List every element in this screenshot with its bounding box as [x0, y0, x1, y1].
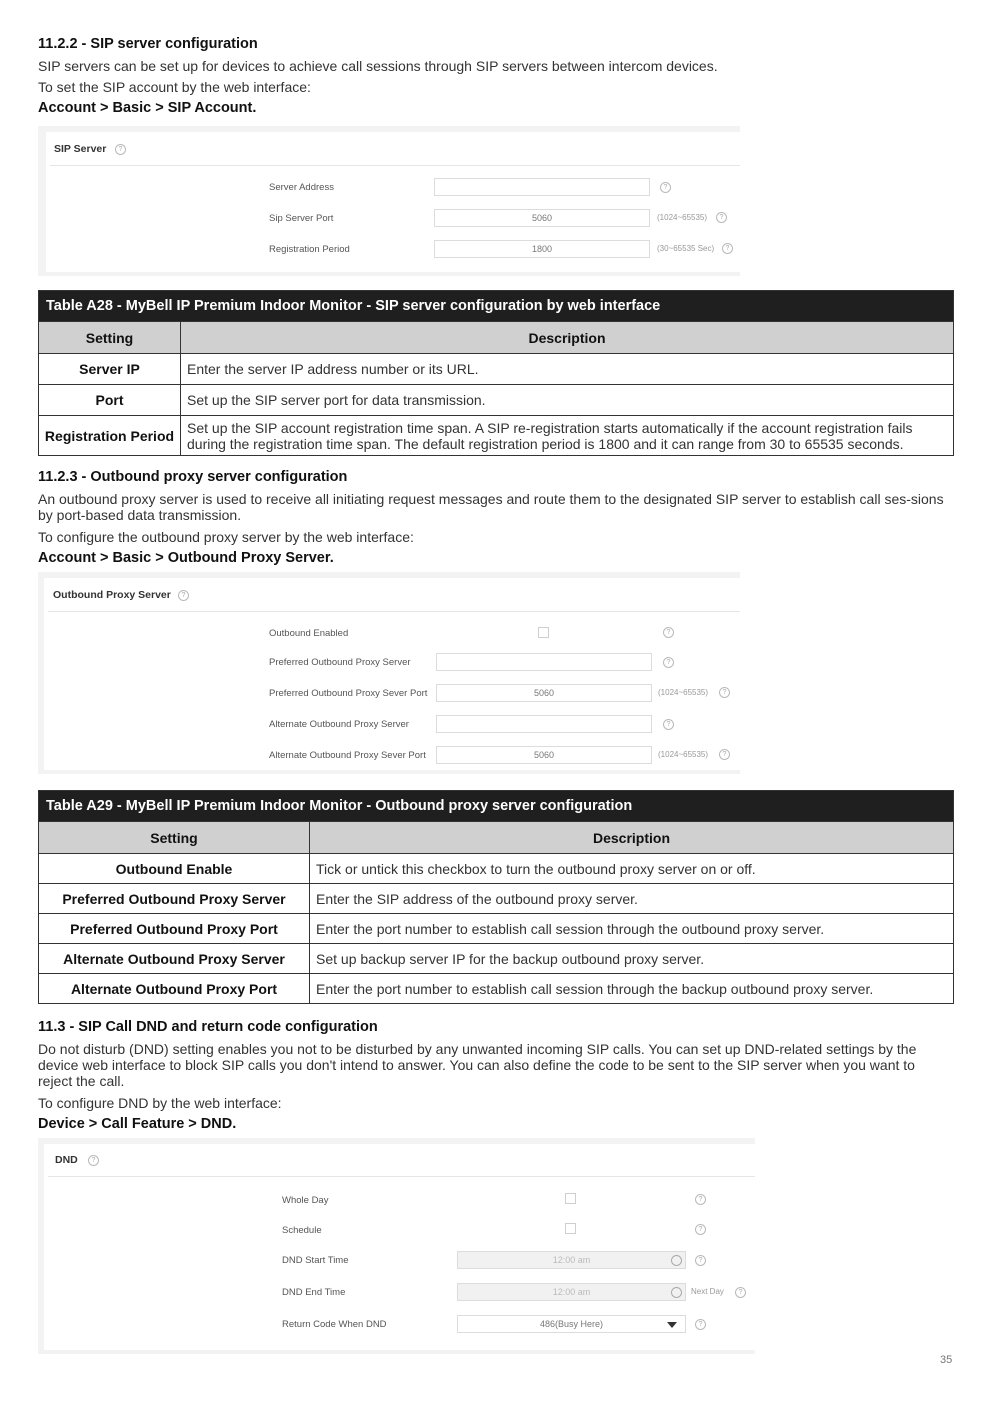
field-label-preferred-proxy-server: Preferred Outbound Proxy Server	[269, 657, 411, 668]
setting-cell: Outbound Enable	[39, 854, 310, 884]
dnd-start-time-input[interactable]: 12:00 am	[457, 1251, 686, 1269]
table-row	[39, 944, 954, 974]
setting-cell: Registration Period	[39, 416, 181, 456]
table-caption: Table A29 - MyBell IP Premium Indoor Monitor - Outbound proxy server configuration	[39, 791, 954, 822]
registration-period-input[interactable]: 1800	[434, 240, 650, 258]
outbound-proxy-panel	[38, 572, 740, 774]
alternate-proxy-port-input[interactable]: 5060	[436, 746, 652, 764]
help-icon[interactable]: ?	[719, 687, 730, 698]
help-icon[interactable]: ?	[663, 657, 674, 668]
setting-cell: Port	[39, 385, 181, 416]
description-cell: Enter the port number to establish call session through the backup outbound proxy server.	[310, 974, 954, 1004]
alternate-proxy-server-input[interactable]	[436, 715, 652, 733]
section-intro: To set the SIP account by the web interface:	[38, 79, 311, 95]
table-row	[39, 416, 954, 456]
field-label-dnd-start-time: DND Start Time	[282, 1255, 349, 1266]
table-a28	[38, 290, 954, 456]
help-icon[interactable]: ?	[719, 749, 730, 760]
setting-cell: Preferred Outbound Proxy Port	[39, 914, 310, 944]
field-label-schedule: Schedule	[282, 1225, 322, 1236]
table-a29	[38, 790, 954, 1004]
menu-path: Account > Basic > Outbound Proxy Server.	[38, 550, 334, 566]
panel-title: SIP Server	[54, 143, 107, 155]
table-row	[39, 385, 954, 416]
description-cell: Set up the SIP account registration time span. A SIP re-registration starts automatically if the account registration fails during the registration time span. The default registration period is 1800 and it can range from 30 to 65535 seconds.	[181, 416, 954, 456]
preferred-proxy-server-input[interactable]	[436, 653, 652, 671]
description-cell: Set up the SIP server port for data transmission.	[181, 385, 954, 416]
section-paragraph: Do not disturb (DND) setting enables you not to be disturbed by any unwanted incoming SIP calls. You can set up DND-related settings by the device web interface to block SIP calls you don't intend to answer. You can also define the code to be sent to the SIP server when you want to reject the call.	[38, 1041, 917, 1089]
column-header-setting: Setting	[39, 322, 181, 354]
clock-icon[interactable]	[671, 1255, 682, 1266]
field-label-dnd-end-time: DND End Time	[282, 1287, 346, 1298]
return-code-select[interactable]: 486(Busy Here)	[457, 1315, 686, 1333]
description-cell: Enter the server IP address number or its URL.	[181, 354, 954, 385]
setting-cell: Alternate Outbound Proxy Port	[39, 974, 310, 1004]
dnd-end-time-input[interactable]: 12:00 am	[457, 1283, 686, 1301]
field-label-outbound-enabled: Outbound Enabled	[269, 628, 349, 639]
divider	[48, 611, 740, 612]
help-icon[interactable]: ?	[695, 1319, 706, 1330]
help-icon[interactable]: ?	[716, 212, 727, 223]
field-label-sip-server-port: Sip Server Port	[269, 213, 334, 224]
section-paragraph: An outbound proxy server is used to receive all initiating request messages and route them to the designated SIP server to establish call ses-sions by port-based data transmission.	[38, 491, 944, 523]
table-row	[39, 354, 954, 385]
section-heading-outbound-proxy: 11.2.3 - Outbound proxy server configuration	[38, 469, 348, 485]
dnd-panel	[38, 1138, 755, 1354]
help-icon[interactable]: ?	[695, 1194, 706, 1205]
setting-cell: Server IP	[39, 354, 181, 385]
section-intro: To configure DND by the web interface:	[38, 1095, 282, 1111]
table-row	[39, 854, 954, 884]
description-cell: Enter the SIP address of the outbound proxy server.	[310, 884, 954, 914]
field-label-whole-day: Whole Day	[282, 1195, 329, 1206]
column-header-description: Description	[181, 322, 954, 354]
table-row	[39, 884, 954, 914]
divider	[50, 165, 740, 166]
help-icon[interactable]: ?	[178, 590, 189, 601]
port-range-hint: (1024~65535)	[658, 688, 709, 697]
server-address-input[interactable]	[434, 178, 650, 196]
help-icon[interactable]: ?	[722, 243, 733, 254]
section-intro: To configure the outbound proxy server by the web interface:	[38, 529, 414, 545]
sip-server-port-input[interactable]: 5060	[434, 209, 650, 227]
next-day-hint: Next Day	[691, 1287, 724, 1296]
menu-path: Device > Call Feature > DND.	[38, 1116, 237, 1132]
panel-title: Outbound Proxy Server	[53, 589, 171, 601]
column-header-description: Description	[310, 822, 954, 854]
section-paragraph: SIP servers can be set up for devices to achieve call sessions through SIP servers between intercom devices.	[38, 58, 718, 74]
help-icon[interactable]: ?	[663, 719, 674, 730]
help-icon[interactable]: ?	[695, 1255, 706, 1266]
field-label-alternate-proxy-server: Alternate Outbound Proxy Server	[269, 719, 409, 730]
schedule-checkbox[interactable]	[565, 1223, 576, 1234]
help-icon[interactable]: ?	[735, 1287, 746, 1298]
page-number: 35	[940, 1354, 953, 1366]
description-cell: Tick or untick this checkbox to turn the outbound proxy server on or off.	[310, 854, 954, 884]
field-label-registration-period: Registration Period	[269, 244, 350, 255]
column-header-setting: Setting	[39, 822, 310, 854]
field-label-return-code: Return Code When DND	[282, 1319, 387, 1330]
outbound-enabled-checkbox[interactable]	[538, 627, 549, 638]
help-icon[interactable]: ?	[695, 1224, 706, 1235]
port-range-hint: (1024~65535)	[657, 213, 708, 222]
field-label-server-address: Server Address	[269, 182, 334, 193]
preferred-proxy-port-input[interactable]: 5060	[436, 684, 652, 702]
field-label-alternate-proxy-port: Alternate Outbound Proxy Sever Port	[269, 750, 426, 761]
port-range-hint: (1024~65535)	[658, 750, 709, 759]
table-caption: Table A28 - MyBell IP Premium Indoor Monitor - SIP server configuration by web interface	[39, 291, 954, 322]
sip-server-panel	[38, 126, 740, 276]
divider	[48, 1176, 755, 1177]
help-icon[interactable]: ?	[88, 1155, 99, 1166]
table-row	[39, 974, 954, 1004]
setting-cell: Alternate Outbound Proxy Server	[39, 944, 310, 974]
chevron-down-icon[interactable]	[667, 1322, 677, 1328]
section-heading-sip-server: 11.2.2 - SIP server configuration	[38, 36, 258, 52]
help-icon[interactable]: ?	[663, 627, 674, 638]
table-row	[39, 914, 954, 944]
panel-title: DND	[55, 1154, 78, 1166]
help-icon[interactable]: ?	[115, 144, 126, 155]
description-cell: Set up backup server IP for the backup outbound proxy server.	[310, 944, 954, 974]
period-range-hint: (30~65535 Sec)	[657, 244, 715, 253]
help-icon[interactable]: ?	[660, 182, 671, 193]
setting-cell: Preferred Outbound Proxy Server	[39, 884, 310, 914]
section-heading-dnd: 11.3 - SIP Call DND and return code configuration	[38, 1019, 378, 1035]
field-label-preferred-proxy-port: Preferred Outbound Proxy Sever Port	[269, 688, 428, 699]
menu-path: Account > Basic > SIP Account.	[38, 100, 257, 116]
whole-day-checkbox[interactable]	[565, 1193, 576, 1204]
clock-icon[interactable]	[671, 1287, 682, 1298]
description-cell: Enter the port number to establish call session through the outbound proxy server.	[310, 914, 954, 944]
